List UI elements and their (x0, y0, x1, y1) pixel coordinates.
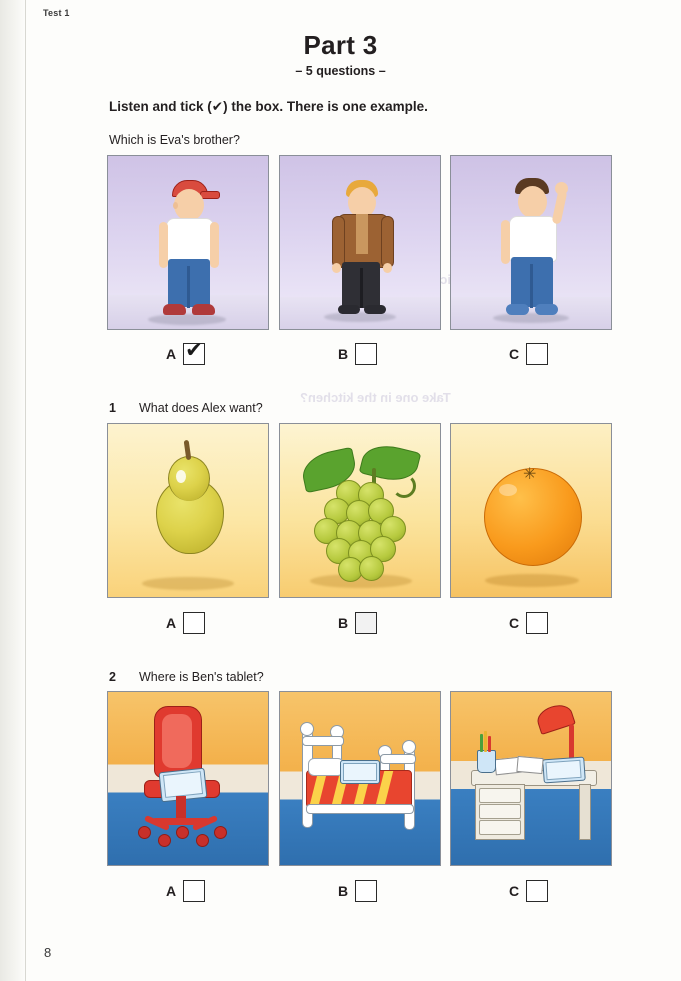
option-a-letter: A (166, 883, 177, 899)
question-1-prompt: What does Alex want? (139, 401, 263, 415)
instruction-text-before: Listen and tick ( (109, 99, 212, 114)
page-number: 8 (44, 945, 52, 960)
option-b-checkbox[interactable] (355, 612, 377, 634)
option-b-checkbox[interactable] (355, 880, 377, 902)
option-image-row (0, 155, 681, 330)
instruction-text-after: ) the box. There is one example. (223, 99, 428, 114)
option-c-letter: C (509, 883, 520, 899)
running-head: Test 1 (43, 8, 70, 18)
page-subtitle: – 5 questions – (295, 64, 386, 78)
option-c-checkbox[interactable] (526, 612, 548, 634)
option-b-letter: B (338, 615, 349, 631)
option-a-letter: A (166, 615, 177, 631)
option-b-letter: B (338, 883, 349, 899)
question-2-prompt: Where is Ben's tablet? (139, 670, 264, 684)
tick-icon: ✔ (211, 99, 224, 115)
option-c-letter: C (509, 615, 520, 631)
option-c-group[interactable] (509, 343, 548, 365)
option-image-row (0, 691, 681, 866)
option-image-c[interactable] (450, 155, 612, 330)
option-image-row (0, 423, 681, 598)
option-c-checkbox[interactable] (526, 343, 548, 365)
tick-mark-icon: ✔ (185, 338, 203, 362)
option-a-checkbox[interactable] (183, 338, 205, 365)
option-image-c[interactable]: ✳ (450, 423, 612, 598)
option-a-group[interactable] (166, 612, 205, 634)
option-image-c[interactable] (450, 691, 612, 866)
page-title: Part 3 (303, 30, 378, 60)
option-a-group[interactable] (166, 880, 205, 902)
option-b-letter: B (338, 346, 349, 362)
option-image-a[interactable] (107, 423, 269, 598)
option-image-a[interactable] (107, 155, 269, 330)
option-a-letter: A (166, 346, 177, 362)
option-b-group[interactable] (338, 880, 377, 902)
option-label-row (0, 338, 681, 367)
option-image-b[interactable] (279, 155, 441, 330)
option-b-group[interactable] (338, 343, 377, 365)
question-1-number: 1 (109, 401, 116, 415)
option-b-group[interactable] (338, 612, 377, 634)
option-a-group[interactable] (166, 338, 205, 365)
option-image-b[interactable] (279, 423, 441, 598)
option-a-checkbox[interactable] (183, 612, 205, 634)
option-c-letter: C (509, 346, 520, 362)
option-b-checkbox[interactable] (355, 343, 377, 365)
option-image-a[interactable] (107, 691, 269, 866)
option-c-group[interactable] (509, 612, 548, 634)
instruction-line (109, 99, 428, 115)
option-c-checkbox[interactable] (526, 880, 548, 902)
option-image-b[interactable] (279, 691, 441, 866)
ghost-showthrough-line-2: Take one in the kitchen? (300, 390, 451, 405)
option-label-row (0, 612, 681, 636)
option-a-checkbox[interactable] (183, 880, 205, 902)
question-prompt: Which is Eva's brother? (109, 133, 240, 147)
option-c-group[interactable] (509, 880, 548, 902)
question-2-number: 2 (109, 670, 116, 684)
option-label-row (0, 880, 681, 904)
